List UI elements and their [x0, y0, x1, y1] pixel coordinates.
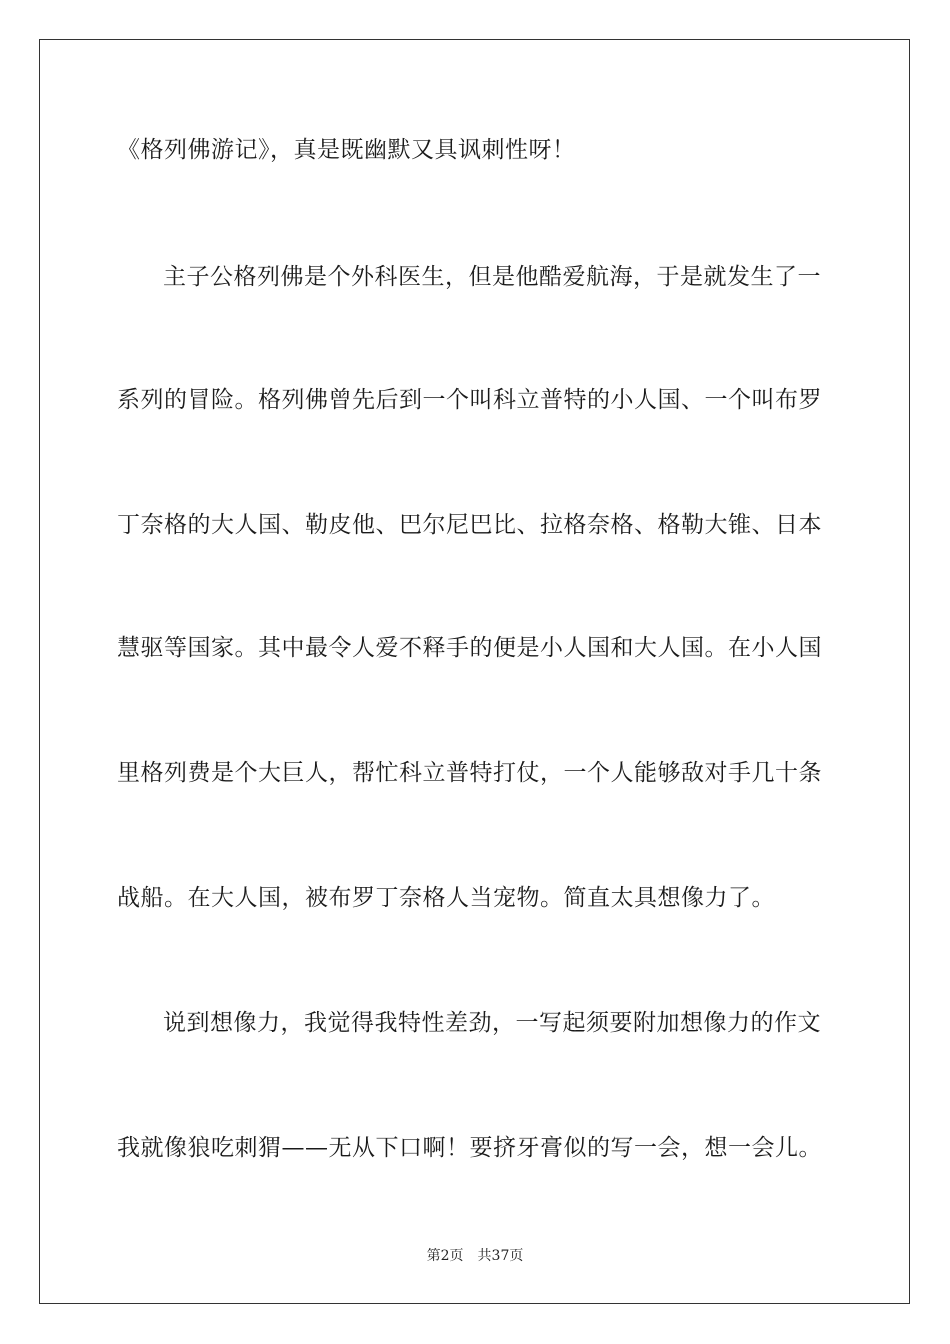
text-line-1: 《格列佛游记》，真是既幽默又具讽刺性呀！: [117, 137, 576, 163]
page-number: 第2页: [426, 1248, 464, 1264]
text-line-7: 战船。在大人国，被布罗丁奈格人当宠物。简直太具想像力了。: [117, 885, 775, 911]
text-line-4: 丁奈格的大人国、勒皮他、巴尔尼巴比、拉格奈格、格勒大锥、日本: [117, 512, 822, 538]
page-border: [39, 39, 910, 1304]
text-line-2: 主子公格列佛是个外科医生，但是他酷爱航海，于是就发生了一: [163, 264, 821, 290]
text-line-3: 系列的冒险。格列佛曾先后到一个叫科立普特的小人国、一个叫布罗: [117, 387, 822, 413]
text-line-5: 慧驱等国家。其中最令人爱不释手的便是小人国和大人国。在小人国: [117, 635, 822, 661]
text-line-9: 我就像狼吃刺猬——无从下口啊！要挤牙膏似的写一会，想一会儿。: [117, 1135, 822, 1161]
page-total: 共37页: [477, 1248, 524, 1264]
page-footer: [0, 1246, 950, 1266]
text-line-8: 说到想像力，我觉得我特性差劲，一写起须要附加想像力的作文: [163, 1010, 821, 1036]
text-line-6: 里格列费是个大巨人，帮忙科立普特打仗，一个人能够敌对手几十条: [117, 760, 822, 786]
